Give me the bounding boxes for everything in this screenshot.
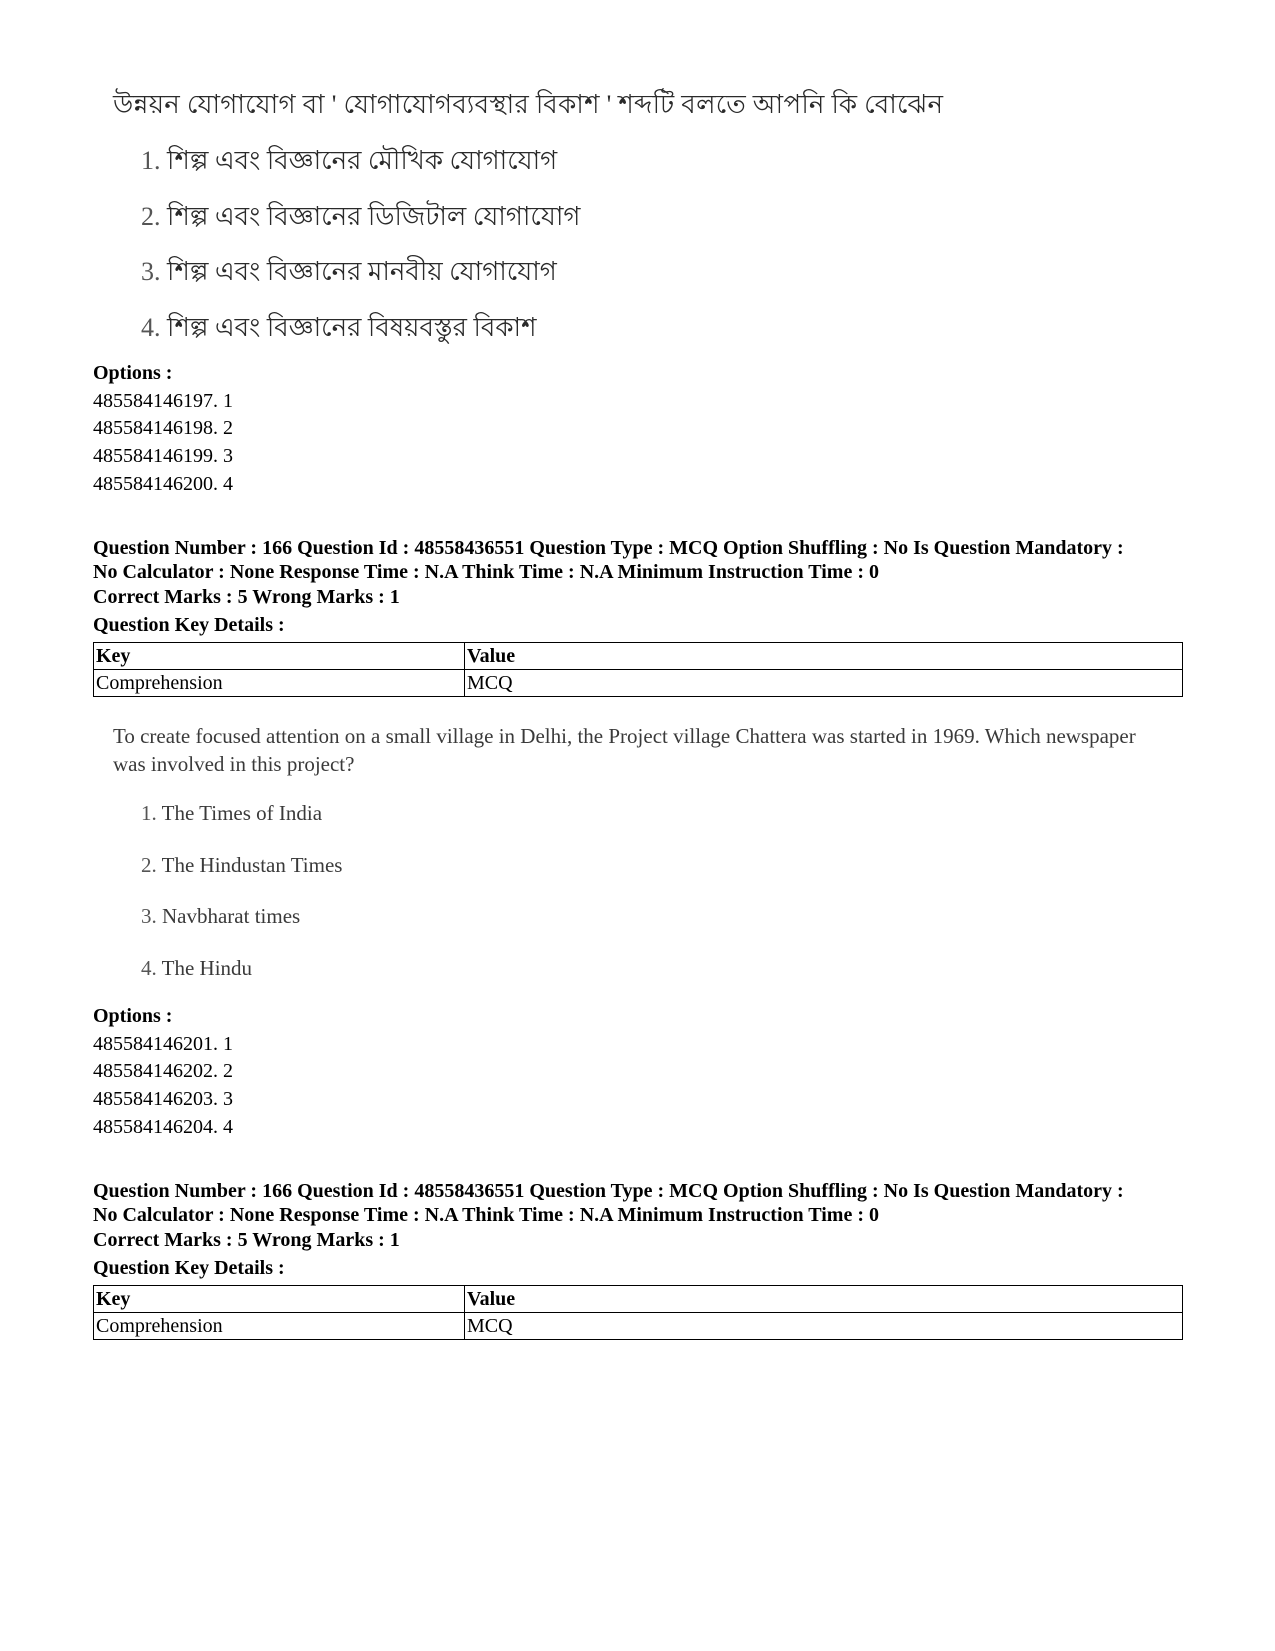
- option-number: 3.: [141, 257, 161, 286]
- table-row: [94, 670, 1183, 697]
- option-text: শিল্প এবং বিজ্ঞানের ডিজিটাল যোগাযোগ: [167, 202, 581, 231]
- marks-line: Correct Marks : 5 Wrong Marks : 1: [93, 586, 400, 608]
- table-cell: Comprehension: [94, 1313, 465, 1340]
- table-header-cell: Key: [94, 643, 465, 670]
- table-cell: MCQ: [465, 1313, 1183, 1340]
- option-id: 485584146198. 2: [93, 417, 233, 439]
- key-details-table: [93, 642, 1183, 697]
- option-number: 1.: [141, 801, 157, 825]
- option-number: 2.: [141, 853, 157, 877]
- question-meta: [93, 536, 1183, 584]
- question-option: [141, 251, 557, 295]
- option-id: 485584146197. 1: [93, 390, 233, 412]
- option-id: 485584146200. 4: [93, 473, 233, 495]
- question-text: To create focused attention on a small village in Delhi, the Project village Chattera was started in 1969. Which newspaper was involved in this project?: [113, 724, 1136, 776]
- option-number: 4.: [141, 313, 161, 342]
- option-id: 485584146203. 3: [93, 1088, 233, 1110]
- meta-line: Question Number : 166 Question Id : 48558436551 Question Type : MCQ Option Shuffling : No Is Question Mandatory :: [93, 1180, 1124, 1202]
- meta-line: No Calculator : None Response Time : N.A Think Time : N.A Minimum Instruction Time : 0: [93, 1204, 879, 1226]
- question-option: [141, 956, 252, 981]
- option-number: 3.: [141, 904, 157, 928]
- question-text: উন্নয়ন যোগাযোগ বা ' যোগাযোগব্যবস্থার বিকাশ ' শব্দটি বলতে আপনি কি বোঝেন: [113, 90, 944, 119]
- table-header-row: [94, 1286, 1183, 1313]
- question-option: [141, 801, 322, 826]
- key-details-table: [93, 1285, 1183, 1340]
- marks-line: Correct Marks : 5 Wrong Marks : 1: [93, 1229, 400, 1251]
- table-row: [94, 1313, 1183, 1340]
- table-header-row: [94, 643, 1183, 670]
- option-number: 1.: [141, 146, 161, 175]
- question-option: [141, 904, 300, 929]
- option-number: 4.: [141, 956, 157, 980]
- table-header-cell: Key: [94, 1286, 465, 1313]
- question-meta: [93, 1179, 1183, 1227]
- meta-line: No Calculator : None Response Time : N.A Think Time : N.A Minimum Instruction Time : 0: [93, 561, 879, 583]
- key-details-label: Question Key Details :: [93, 614, 285, 636]
- option-text: শিল্প এবং বিজ্ঞানের মৌখিক যোগাযোগ: [167, 146, 558, 175]
- option-text: শিল্প এবং বিজ্ঞানের বিষয়বস্তুর বিকাশ: [167, 313, 537, 342]
- question-option: [141, 140, 557, 184]
- option-number: 2.: [141, 202, 161, 231]
- question-option: [141, 196, 580, 240]
- option-text: The Hindustan Times: [161, 853, 343, 877]
- option-id: 485584146201. 1: [93, 1033, 233, 1055]
- option-text: Navbharat times: [162, 904, 301, 928]
- option-text: The Hindu: [161, 956, 253, 980]
- key-details-label: Question Key Details :: [93, 1257, 285, 1279]
- table-cell: MCQ: [465, 670, 1183, 697]
- options-label: Options :: [93, 1005, 173, 1027]
- option-text: শিল্প এবং বিজ্ঞানের মানবীয় যোগাযোগ: [167, 257, 557, 286]
- table-header-cell: Value: [465, 1286, 1183, 1313]
- question-option: [141, 853, 342, 878]
- option-text: The Times of India: [161, 801, 323, 825]
- table-header-cell: Value: [465, 643, 1183, 670]
- option-id: 485584146199. 3: [93, 445, 233, 467]
- option-id: 485584146202. 2: [93, 1060, 233, 1082]
- option-id: 485584146204. 4: [93, 1116, 233, 1138]
- options-label: Options :: [93, 362, 173, 384]
- meta-line: Question Number : 166 Question Id : 48558436551 Question Type : MCQ Option Shuffling : No Is Question Mandatory :: [93, 537, 1124, 559]
- question-option: [141, 307, 536, 351]
- table-cell: Comprehension: [94, 670, 465, 697]
